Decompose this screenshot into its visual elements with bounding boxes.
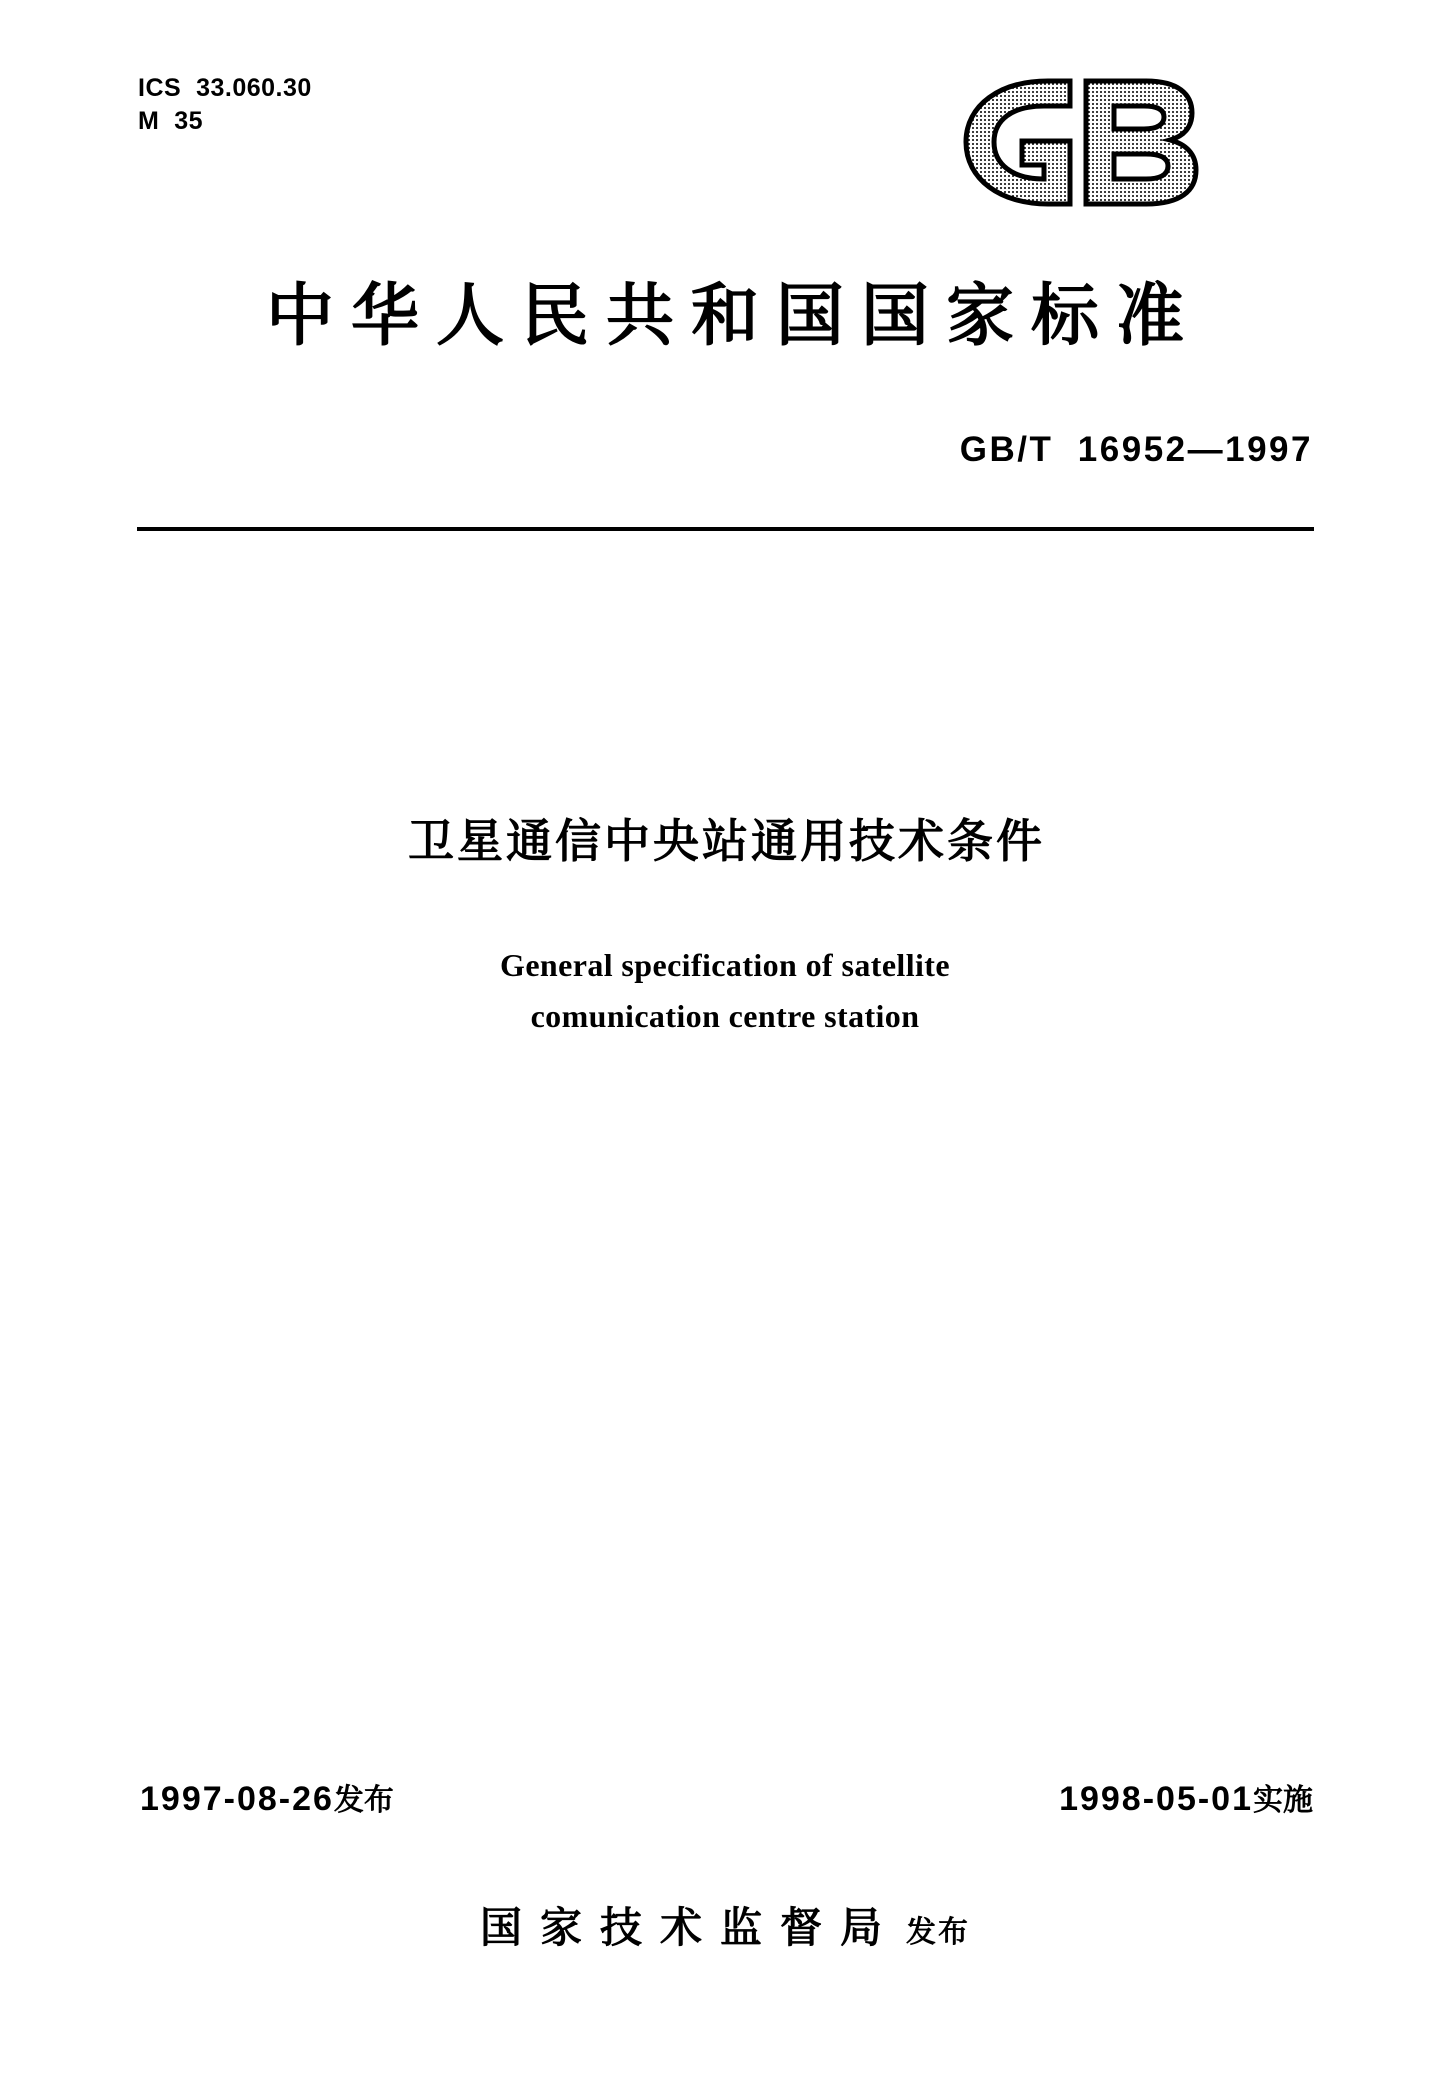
- document-title-chinese: 卫星通信中央站通用技术条件: [408, 814, 1045, 868]
- issuing-authority-verb: 发布: [906, 1915, 970, 1950]
- issue-date: [140, 1775, 394, 1819]
- ics-classification-block: [138, 72, 312, 138]
- effective-date: [1059, 1775, 1313, 1819]
- effective-date-value: 1998-05-01: [1059, 1780, 1253, 1818]
- issue-date-label: 发布: [333, 1783, 394, 1818]
- ics-code-line: ICS 33.060.30: [138, 74, 312, 102]
- standard-number: GB/T 16952—1997: [959, 430, 1313, 469]
- issuing-authority: [0, 1895, 1450, 1955]
- title-english-line-2: comunication centre station: [530, 998, 920, 1034]
- ccs-code-line: M 35: [138, 107, 204, 135]
- gb-emblem-icon: [940, 75, 1220, 205]
- issuing-authority-name: 国家技术监督局: [479, 1903, 900, 1952]
- title-english-line-1: General specification of satellite: [500, 947, 950, 983]
- national-standard-header: 中华人民共和国国家标准: [265, 277, 1201, 356]
- effective-date-label: 实施: [1253, 1783, 1313, 1818]
- document-title-english: [0, 940, 1450, 1042]
- header-divider: [137, 527, 1314, 531]
- issue-date-value: 1997-08-26: [140, 1780, 334, 1818]
